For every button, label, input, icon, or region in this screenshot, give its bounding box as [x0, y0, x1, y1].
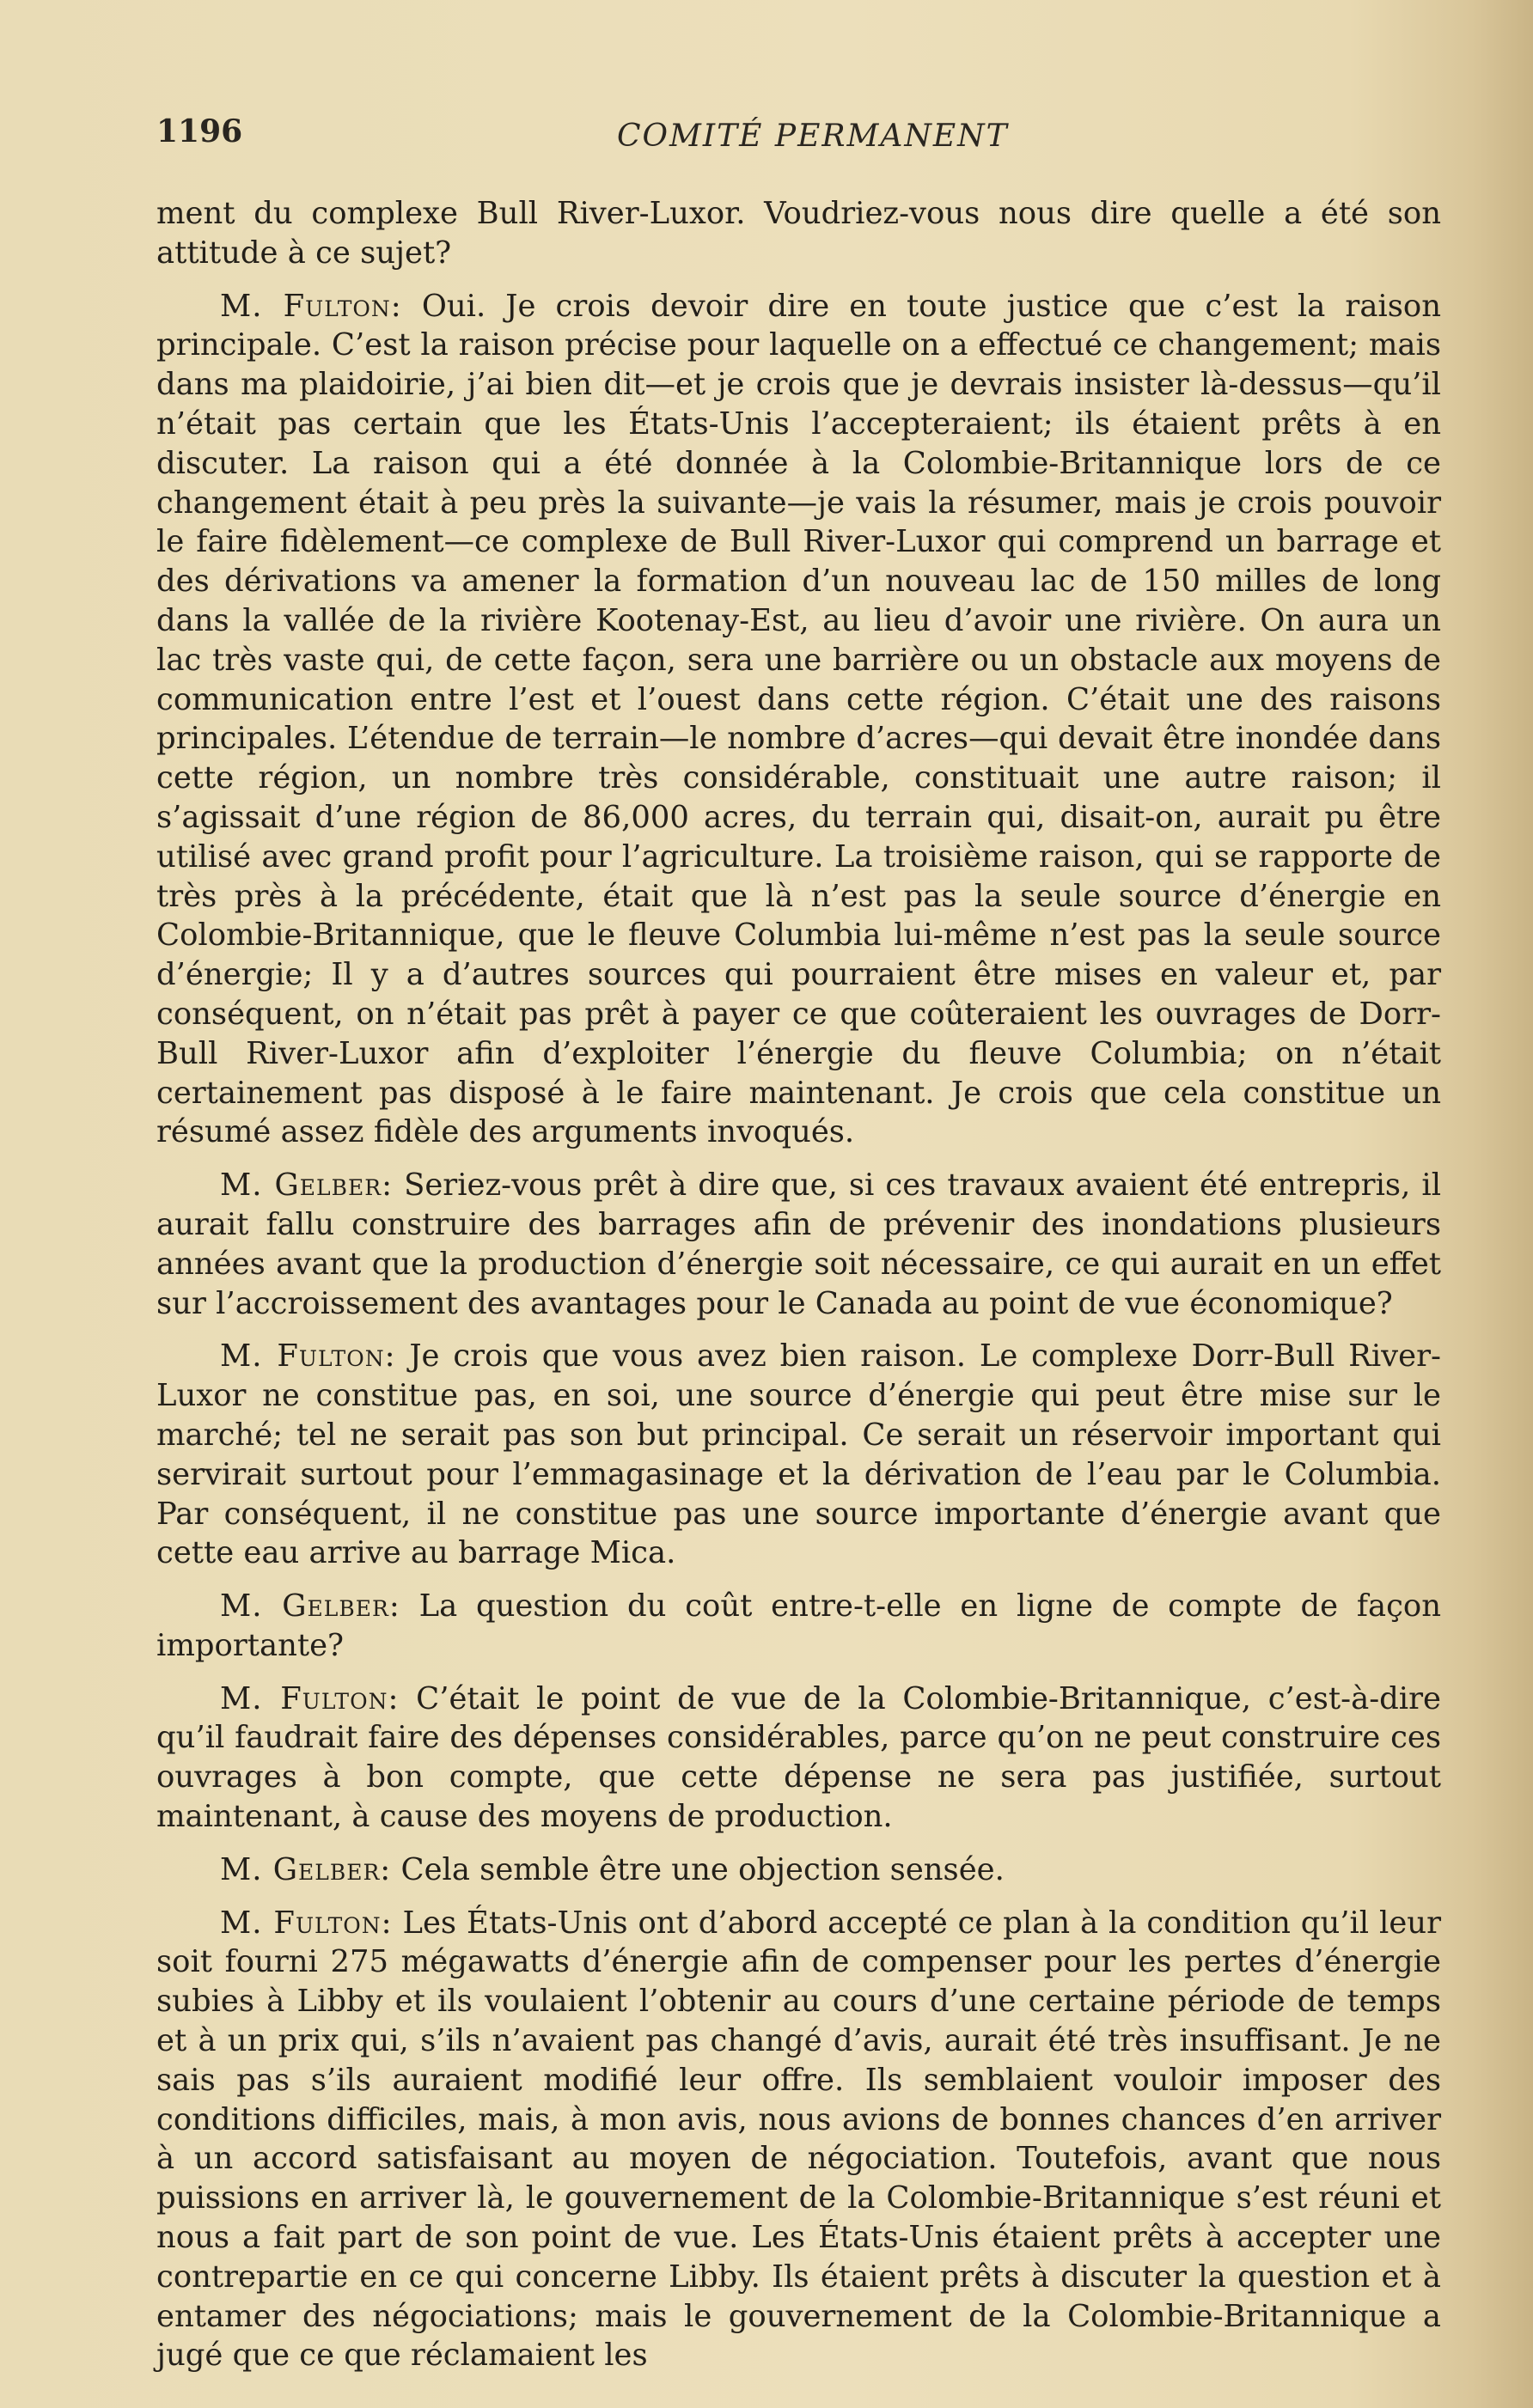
paragraph — [156, 194, 1441, 273]
paragraph-text: Je crois que vous avez bien raison. Le complexe Dorr-Bull River-Luxor ne constitue pas, en soi, une source d’énergie qui peut être mise sur le marché; tel ne serait pas son but principal. Ce serait un réservoir important qui servirait surtout pour l’emmagasinage et la dérivation de l’eau par le Columbia. Par conséquent, il ne constitue pas une source importante d’énergie avant que cette eau arrive au barrage Mica. — [156, 1338, 1441, 1571]
speaker-name: M. Fulton: — [220, 288, 402, 324]
paragraph-text: ment du complexe Bull River-Luxor. Voudriez-vous nous dire quelle a été son attitude à ce sujet? — [156, 196, 1441, 271]
paragraph — [156, 1337, 1441, 1573]
paragraph — [156, 1904, 1441, 2376]
paragraph — [156, 1680, 1441, 1837]
paragraph-text: Seriez-vous prêt à dire que, si ces travaux avaient été entrepris, il aurait fallu construire des barrages afin de prévenir des inondations plusieurs années avant que la production d’énergie soit nécessaire, ce qui aurait en un effet sur l’accroissement des avantages pour le Canada au point de vue économique? — [156, 1167, 1442, 1321]
paragraph-text: La question du coût entre-t-elle en ligne de compte de façon importante? — [156, 1588, 1441, 1663]
speaker-name: M. Gelber: — [220, 1851, 392, 1887]
paragraph-text: Oui. Je crois devoir dire en toute justice que c’est la raison principale. C’est la raison précise pour laquelle on a effectué ce changement; mais dans ma plaidoirie, j’ai bien dit—et je crois que je devrais insister là-dessus—qu’il n’était pas certain que les États-Unis l’accepteraient; ils étaient prêts à en discuter. La raison qui a été donnée à la Colombie-Britannique lors de ce changement était à peu près la suivante—je vais la résumer, mais je crois pouvoir le faire fidèlement—ce complexe de Bull River-Luxor qui comprend un barrage et des dérivations va amener la formation d’un nouveau lac de 150 milles de long dans la vallée de la rivière Kootenay-Est, au lieu d’avoir une rivière. On aura un lac très vaste qui, de cette façon, sera une barrière ou un obstacle aux moyens de communication entre l’est et l’ouest dans cette région. C’était une des raisons principales. L’étendue de terrain—le nombre d’acres—qui devait être inondée dans cette région, un nombre très considérable, constituait une autre raison; il s’agissait d’une région de 86,000 acres, du terrain qui, disait-on, aurait pu être utilisé avec grand profit pour l’agriculture. La troisième raison, qui se rapporte de très près à la précédente, était que là n’est pas la seule source d’énergie en Colombie-Britannique, que le fleuve Columbia lui-même n’est pas la seule source d’énergie; Il y a d’autres sources qui pourraient être mises en valeur et, par conséquent, on n’était pas prêt à payer ce que coûteraient les ouvrages de Dorr-Bull River-Luxor afin d’exploiter l’énergie du fleuve Columbia; on n’était certainement pas disposé à le faire maintenant. Je crois que cela constitue un résumé assez fidèle des arguments invoqués. — [156, 288, 1441, 1150]
body-text — [156, 194, 1441, 2389]
running-head: COMITÉ PERMANENT — [617, 119, 1009, 154]
paragraph-text: C’était le point de vue de la Colombie-Britannique, c’est-à-dire qu’il faudrait faire des dépenses considérables, parce qu’on ne peut construire ces ouvrages à bon compte, que cette dépense ne sera pas justifiée, surtout maintenant, à cause des moyens de production. — [156, 1680, 1441, 1835]
speaker-name: M. Fulton: — [220, 1680, 400, 1716]
paragraph-text: Les États-Unis ont d’abord accepté ce plan à la condition qu’il leur soit fourni 275 mégawatts d’énergie afin de compenser pour les pertes d’énergie subies à Libby et ils voulaient l’obtenir au cours d’une certaine période de temps et à un prix qui, s’ils n’avaient pas changé d’avis, aurait été très insuffisant. Je ne sais pas s’ils auraient modifié leur offre. Ils semblaient vouloir imposer des conditions difficiles, mais, à mon avis, nous avions de bonnes chances d’en arriver à un accord satisfaisant au moyen de négociation. Toutefois, avant que nous puissions en arriver là, le gouvernement de la Colombie-Britannique s’est réuni et nous a fait part de son point de vue. Les États-Unis étaient prêts à accepter une contrepartie en ce qui concerne Libby. Ils étaient prêts à discuter la question et à entamer des négociations; mais le gouvernement de la Colombie-Britannique a jugé que ce que réclamaient les — [156, 1905, 1441, 2374]
speaker-name: M. Gelber: — [220, 1588, 400, 1625]
page-number: 1196 — [156, 113, 243, 149]
speaker-name: M. Fulton: — [220, 1338, 396, 1375]
paragraph — [156, 1850, 1441, 1890]
speaker-name: M. Fulton: — [220, 1905, 393, 1941]
paragraph-text: Cela semble être une objection sensée. — [400, 1851, 1005, 1887]
paragraph — [156, 1587, 1441, 1666]
paragraph — [156, 1166, 1441, 1323]
paragraph — [156, 287, 1441, 1153]
speaker-name: M. Gelber: — [220, 1167, 394, 1204]
